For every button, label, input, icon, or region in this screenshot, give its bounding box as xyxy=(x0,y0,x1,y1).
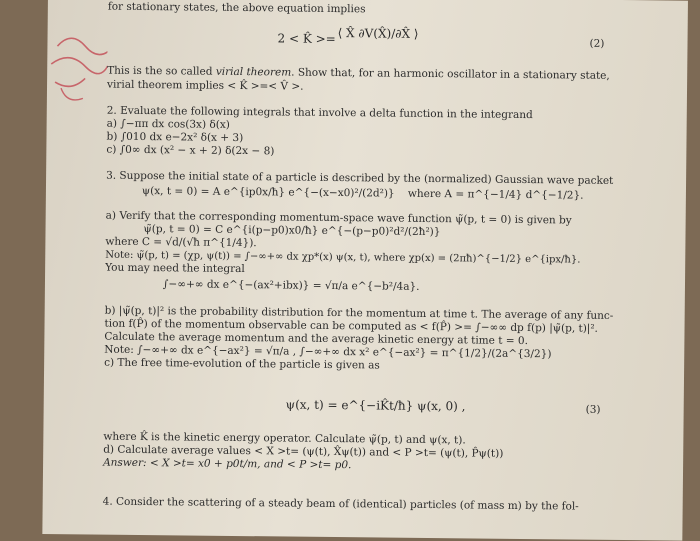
question-3b-line-3: Calculate the average momentum and the average kinetic energy at time t = 0. xyxy=(104,330,529,348)
equation-3: ψ(x, t) = e^{−iK̂t/ħ} ψ(x, 0) , xyxy=(285,397,466,414)
question-3d-answer: Answer: < X >t= x0 + p0t/m, and < P >t= p0. xyxy=(103,456,352,472)
question-3a-line-6: ∫−∞+∞ dx e^{−(ax²+ibx)} = √π/a e^{−b²/4a}. xyxy=(162,278,420,293)
equation-2-lhs: 2 < K̂ >= xyxy=(277,31,336,47)
equation-3-number: (3) xyxy=(585,403,601,416)
question-3c-line-1: c) The free time-evolution of the particle is given as xyxy=(104,356,380,372)
virial-line-2: virial theorem implies < K̂ >=< V̂ >. xyxy=(106,78,304,93)
question-3a-line-5: You may need the integral xyxy=(105,261,245,276)
question-3b-line-2: tion f(P̂) of the momentum observable can be computed as < f(P̂) >= ∫−∞∞ dp f(p) |ψ̃(p, t)|². xyxy=(104,317,598,335)
margin-doodle-icon xyxy=(47,24,108,135)
question-2b: b) ∫010 dx e−2x² δ(x + 3) xyxy=(106,130,244,145)
equation-2-rhs: ⟨ X̂ ∂V(X̂)/∂X̂ ⟩ xyxy=(337,26,419,41)
equation-2-number: (2) xyxy=(589,37,605,50)
question-3a-line-2: ψ̃(p, t = 0) = C e^{i(p−p0)x0/ħ} e^{−(p−p0)²d²/(2ħ²)} xyxy=(143,223,441,239)
question-2-title: 2. Evaluate the following integrals that involve a delta function in the integrand xyxy=(106,104,533,122)
question-3c-line-2: where K̂ is the kinetic energy operator. Calculate ψ̃(p, t) and ψ(x, t). xyxy=(103,430,466,447)
question-3a-line-4: Note: ψ̃(p, t) = (χp, ψ(t)) = ∫−∞+∞ dx χp*(x) ψ(x, t), where χp(x) = (2πħ)^{−1/2} e^{ipx/ħ}. xyxy=(105,249,581,266)
question-3d-line-1: d) Calculate average values < X >t= (ψ(t), X̂ψ(t)) and < P >t= (ψ(t), P̂ψ(t)) xyxy=(103,443,504,460)
question-3a-line-3: where C = √d/(√ħ π^{1/4}). xyxy=(105,235,257,250)
question-4-title: 4. Consider the scattering of a steady beam of (identical) particles (of mass m) by the fol- xyxy=(102,495,579,513)
question-3-title: 3. Suppose the initial state of a particle is described by the (normalized) Gaussian wave packet xyxy=(106,169,614,187)
question-3a-line-1: a) Verify that the corresponding momentum-space wave function ψ̃(p, t = 0) is given by xyxy=(105,209,572,227)
virial-line-1: This is the so called virial theorem. Show that, for an harmonic oscillator in a stationary state, xyxy=(107,64,610,82)
question-2a: a) ∫−ππ dx cos(3x) δ(x) xyxy=(106,117,230,131)
header-text: for stationary states, the above equation implies xyxy=(107,0,366,16)
question-3b-line-1: b) |ψ̃(p, t)|² is the probability distribution for the momentum at time t. The average of any func- xyxy=(104,304,614,322)
wave-packet-normalization: where A = π^{−1/4} d^{−1/2}. xyxy=(407,187,584,202)
worksheet-page xyxy=(42,0,688,541)
wave-packet-equation: ψ(x, t = 0) = A e^{ip0x/ħ} e^{−(x−x0)²/(2d²)} xyxy=(141,184,395,200)
question-3b-line-4: Note: ∫−∞+∞ dx e^{−ax²} = √π/a , ∫−∞+∞ dx x² e^{−ax²} = π^{1/2}/(2a^{3/2}) xyxy=(104,343,552,361)
question-2c: c) ∫0∞ dx (x² − x + 2) δ(2x − 8) xyxy=(106,143,275,158)
